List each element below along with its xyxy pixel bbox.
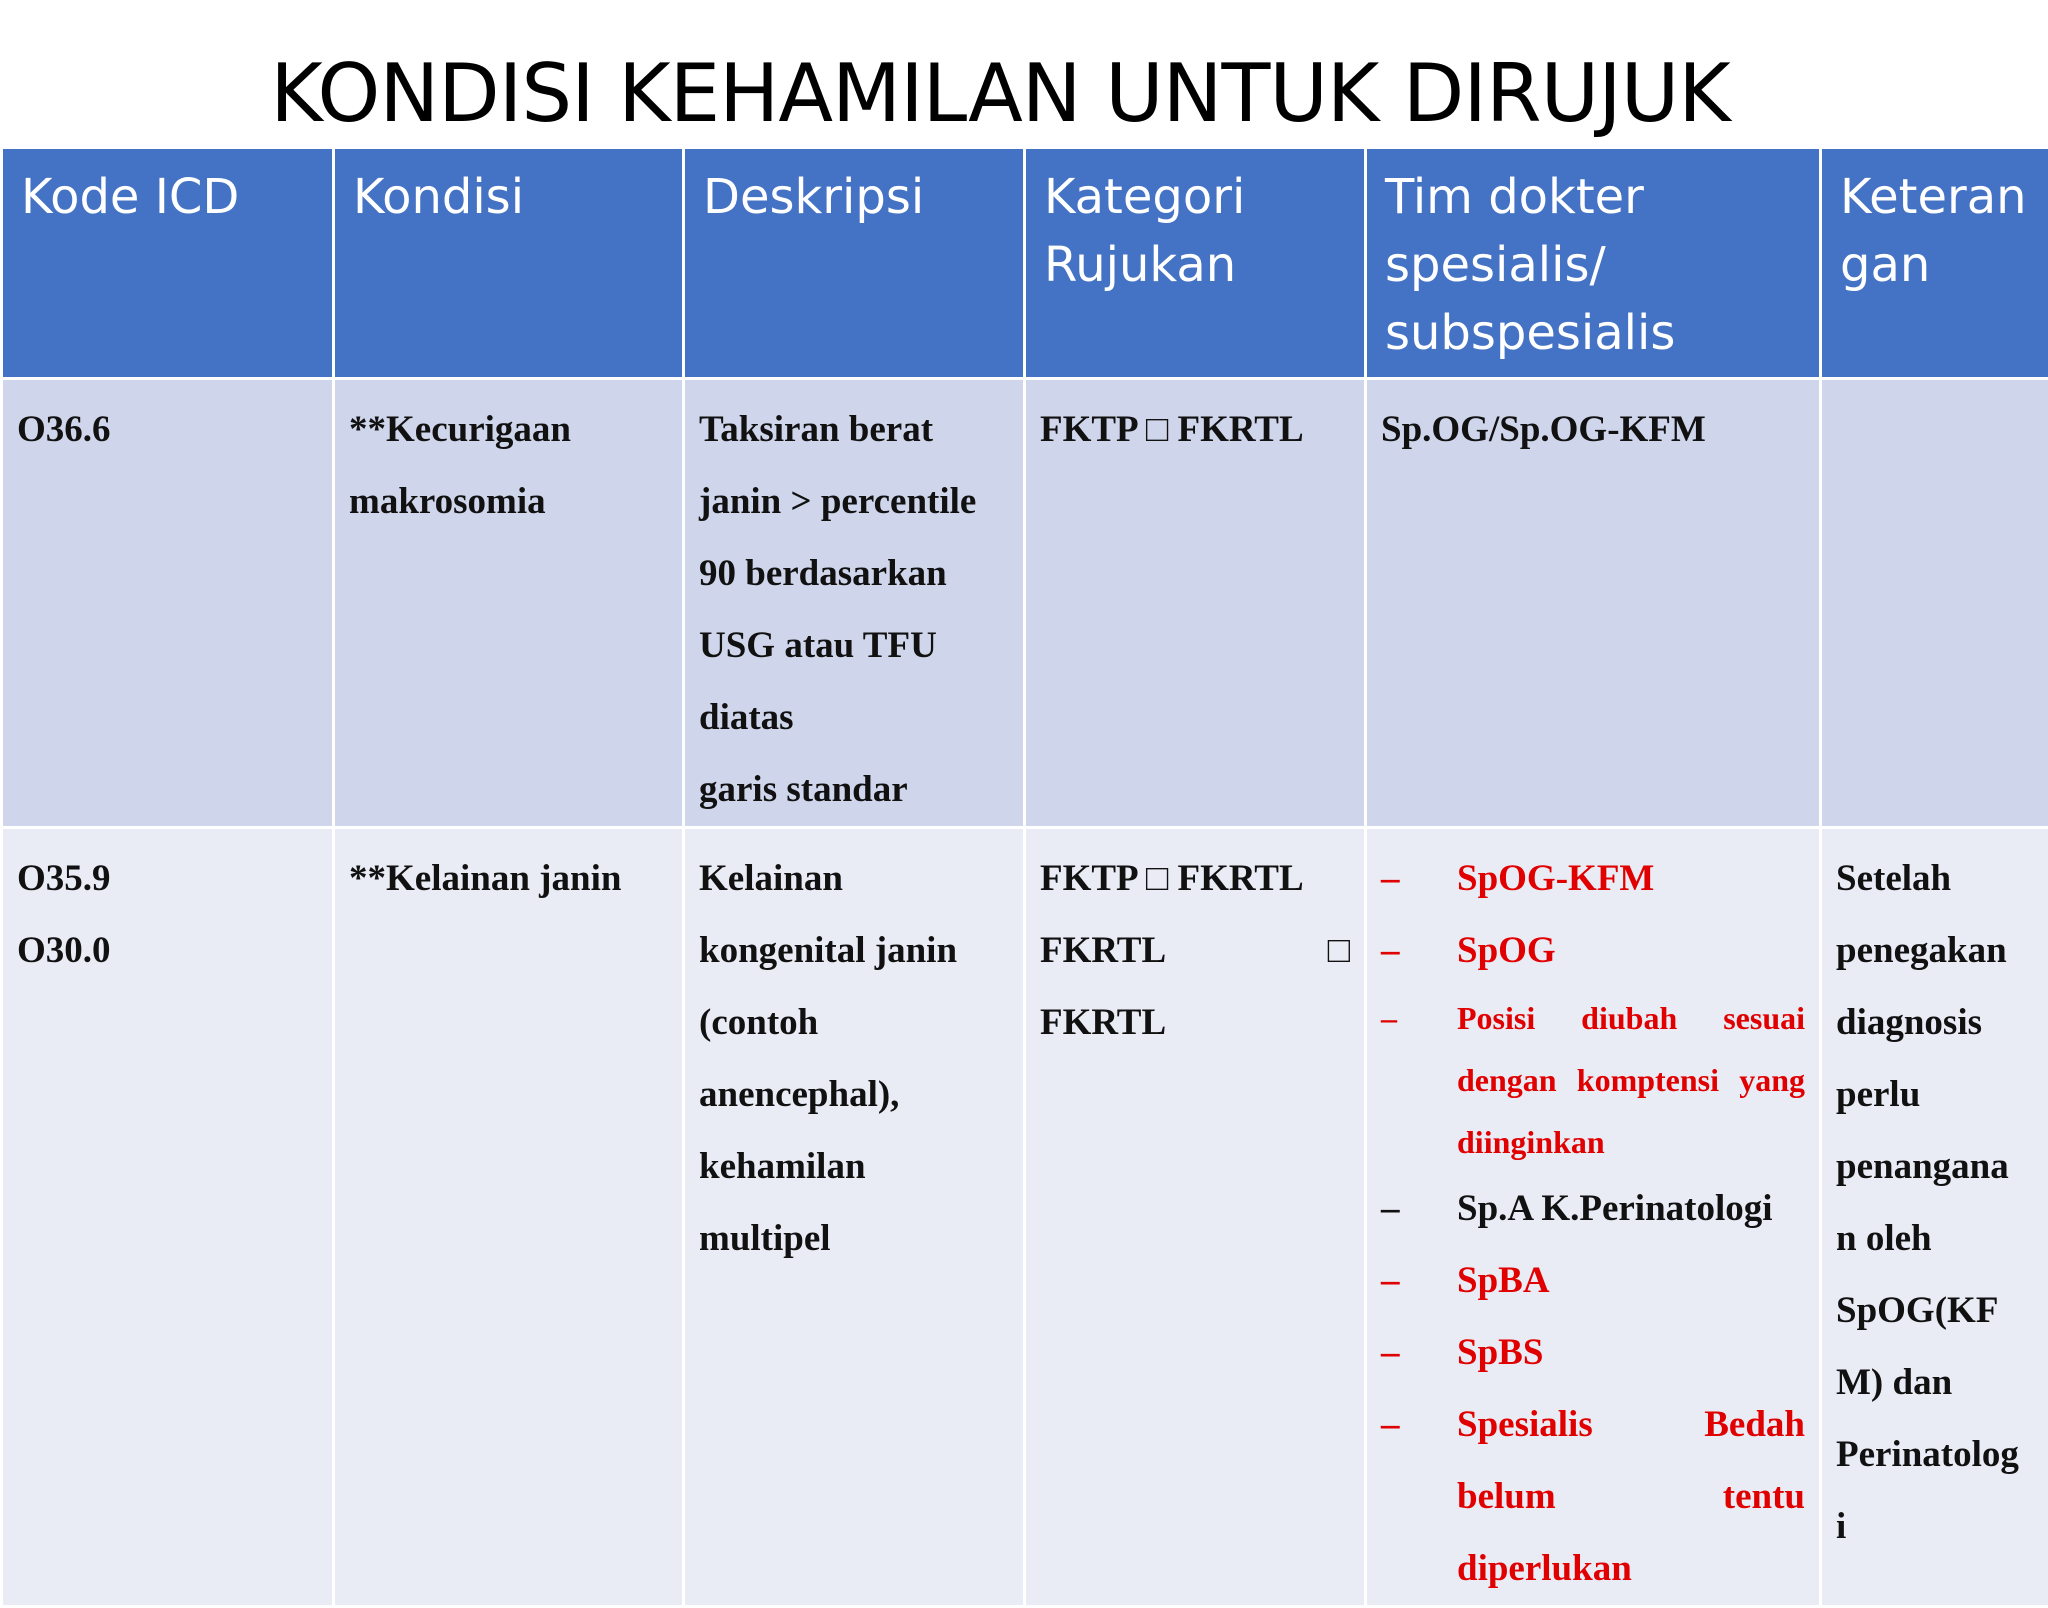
dash-icon: – xyxy=(1381,987,1397,1049)
cell-kode: O35.9 O30.0 xyxy=(2,828,334,1607)
cell-kategori: FKTP □ FKRTL FKRTL □ FKRTL xyxy=(1025,828,1366,1607)
list-item: – SpOG-KFM xyxy=(1381,843,1805,915)
header-tim-dokter: Tim dokter spesialis/ subspesialis xyxy=(1366,148,1821,379)
list-item: – Spesialis Bedah belum tentu diperlukan xyxy=(1381,1389,1805,1605)
referral-table xyxy=(0,146,2048,1608)
cell-tim xyxy=(1366,828,1821,1607)
table-header-row xyxy=(2,148,2048,379)
dash-icon: – xyxy=(1381,1389,1400,1461)
header-kategori-rujukan: Kategori Rujukan xyxy=(1025,148,1366,379)
arrow-box-icon: □ xyxy=(1328,915,1350,987)
cell-deskripsi: Taksiran berat janin > percentile 90 berdasarkan USG atau TFU diatas garis standar xyxy=(684,379,1025,828)
kategori-fkrtl: FKRTL xyxy=(1040,915,1166,987)
cell-tim: Sp.OG/Sp.OG-KFM xyxy=(1366,379,1821,828)
cell-kode: O36.6 xyxy=(2,379,334,828)
dash-icon: – xyxy=(1381,1173,1400,1245)
dash-icon: – xyxy=(1381,915,1400,987)
cell-kategori: FKTP □ FKRTL xyxy=(1025,379,1366,828)
table-row xyxy=(2,379,2048,828)
list-item: – Posisi diubah sesuai dengan komptensi yang diinginkan xyxy=(1381,987,1805,1173)
list-item: – SpBS xyxy=(1381,1317,1805,1389)
header-kode-icd: Kode ICD xyxy=(2,148,334,379)
team-list xyxy=(1381,843,1805,1605)
header-deskripsi: Deskripsi xyxy=(684,148,1025,379)
cell-kondisi: **Kelainan janin xyxy=(334,828,684,1607)
page-title: KONDISI KEHAMILAN UNTUK DIRUJUK xyxy=(0,44,2000,144)
header-kondisi: Kondisi xyxy=(334,148,684,379)
list-item: – Sp.A K.Perinatologi xyxy=(1381,1173,1805,1245)
cell-kondisi: **Kecurigaan makrosomia xyxy=(334,379,684,828)
cell-keterangan xyxy=(1821,379,2048,828)
dash-icon: – xyxy=(1381,843,1400,915)
header-keterangan: Keteran gan xyxy=(1821,148,2048,379)
cell-keterangan: Setelah penegakan diagnosis perlu penangana n oleh SpOG(KF M) dan Perinatolog i xyxy=(1821,828,2048,1607)
dash-icon: – xyxy=(1381,1317,1400,1389)
list-item: – SpOG xyxy=(1381,915,1805,987)
list-item: – SpBA xyxy=(1381,1245,1805,1317)
dash-icon: – xyxy=(1381,1245,1400,1317)
cell-deskripsi: Kelainan kongenital janin (contoh anencephal), kehamilan multipel xyxy=(684,828,1025,1607)
table-row xyxy=(2,828,2048,1607)
